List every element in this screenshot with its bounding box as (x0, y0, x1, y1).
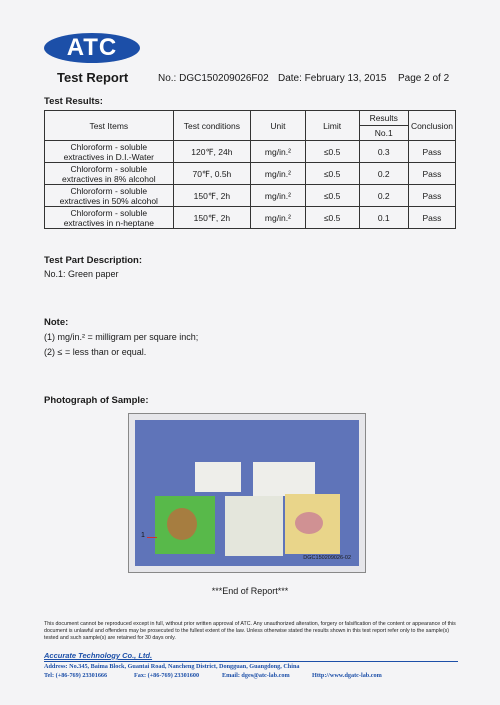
col-unit: Unit (251, 111, 306, 141)
cell-limit: ≤0.5 (305, 207, 359, 229)
test-results-table (44, 110, 456, 229)
note-heading: Note: (44, 317, 69, 328)
cell-conclusion: Pass (408, 163, 455, 185)
col-results-sample: No.1 (359, 126, 408, 141)
cell-result: 0.2 (359, 163, 408, 185)
cell-result: 0.3 (359, 141, 408, 163)
cell-unit: mg/in.² (251, 163, 306, 185)
cell-limit: ≤0.5 (305, 141, 359, 163)
disclaimer-text: This document cannot be reproduced except in full, without prior written approval of ATC. Any unauthorized alteration, forgery or falsification of the content or appearance of this document is unlawful and offenders may be prosecuted to the fullest extent of the law. Unless otherwise stated the results shown in this test report refer only to the sample(s) tested and such sample(s) are retained for 30 days only. (44, 621, 456, 641)
note-line-2: (2) ≤ = less than or equal. (44, 347, 147, 357)
company-name: Accurate Technology Co., Ltd. (44, 651, 153, 660)
photo-sample-code: DGC150209026-02 (303, 555, 351, 561)
sample-photo (135, 420, 359, 566)
cell-limit: ≤0.5 (305, 163, 359, 185)
footer-rule (44, 661, 458, 662)
cell-limit: ≤0.5 (305, 185, 359, 207)
note-line-1: (1) mg/in.² = milligram per square inch; (44, 332, 199, 342)
col-conclusion: Conclusion (408, 111, 455, 141)
sample-photo-frame (128, 413, 366, 573)
page-number: Page 2 of 2 (398, 73, 450, 84)
table-row (45, 207, 456, 229)
cell-condition: 150℉, 2h (173, 207, 250, 229)
col-results: Results (359, 111, 408, 126)
report-date: Date: February 13, 2015 (278, 73, 387, 84)
photograph-heading: Photograph of Sample: (44, 395, 149, 406)
cell-condition: 70℉, 0.5h (173, 163, 250, 185)
col-limit: Limit (305, 111, 359, 141)
table-row (45, 163, 456, 185)
cell-test-item: Chloroform - soluble extractives in 50% alcohol (45, 185, 174, 207)
cell-test-item: Chloroform - soluble extractives in 8% alcohol (45, 163, 174, 185)
cell-conclusion: Pass (408, 185, 455, 207)
cell-conclusion: Pass (408, 207, 455, 229)
sample-marker-label: 1 (141, 532, 145, 539)
col-test-items: Test Items (45, 111, 174, 141)
green-paper-sample (155, 496, 215, 554)
floral-paper-sample (285, 494, 340, 554)
sample-marker-line (147, 537, 157, 538)
table-row (45, 185, 456, 207)
company-website[interactable]: Http://www.dgatc-lab.com (312, 672, 382, 679)
test-results-heading: Test Results: (44, 96, 103, 107)
report-title: Test Report (57, 70, 129, 85)
company-fax: Fax: (+86-769) 23301600 (134, 672, 200, 679)
report-number: No.: DGC150209026F02 (158, 73, 269, 84)
cell-test-item: Chloroform - soluble extractives in D.I.-Water (45, 141, 174, 163)
end-of-report: ***End of Report*** (211, 586, 289, 596)
atc-logo: ATC (44, 33, 140, 63)
part-description-text: No.1: Green paper (44, 269, 119, 279)
table-row (45, 141, 456, 163)
company-tel: Tel: (+86-769) 23301666 (44, 672, 108, 679)
cell-unit: mg/in.² (251, 207, 306, 229)
cell-conclusion: Pass (408, 141, 455, 163)
cell-unit: mg/in.² (251, 141, 306, 163)
cell-condition: 150℉, 2h (173, 185, 250, 207)
company-email[interactable]: Email: dges@atc-lab.com (222, 672, 290, 679)
white-paper-sample (253, 462, 315, 496)
cell-test-item: Chloroform - soluble extractives in n-heptane (45, 207, 174, 229)
cell-result: 0.2 (359, 185, 408, 207)
cell-unit: mg/in.² (251, 185, 306, 207)
white-paper-sample (195, 462, 241, 492)
cell-condition: 120℉, 24h (173, 141, 250, 163)
cell-result: 0.1 (359, 207, 408, 229)
white-paper-sample (225, 496, 283, 556)
col-test-conditions: Test conditions (173, 111, 250, 141)
part-description-heading: Test Part Description: (44, 255, 143, 266)
company-address: Address: No.345, Baima Block, Guantai Road, Nancheng District, Dongguan, Guangdong, China (44, 663, 300, 670)
